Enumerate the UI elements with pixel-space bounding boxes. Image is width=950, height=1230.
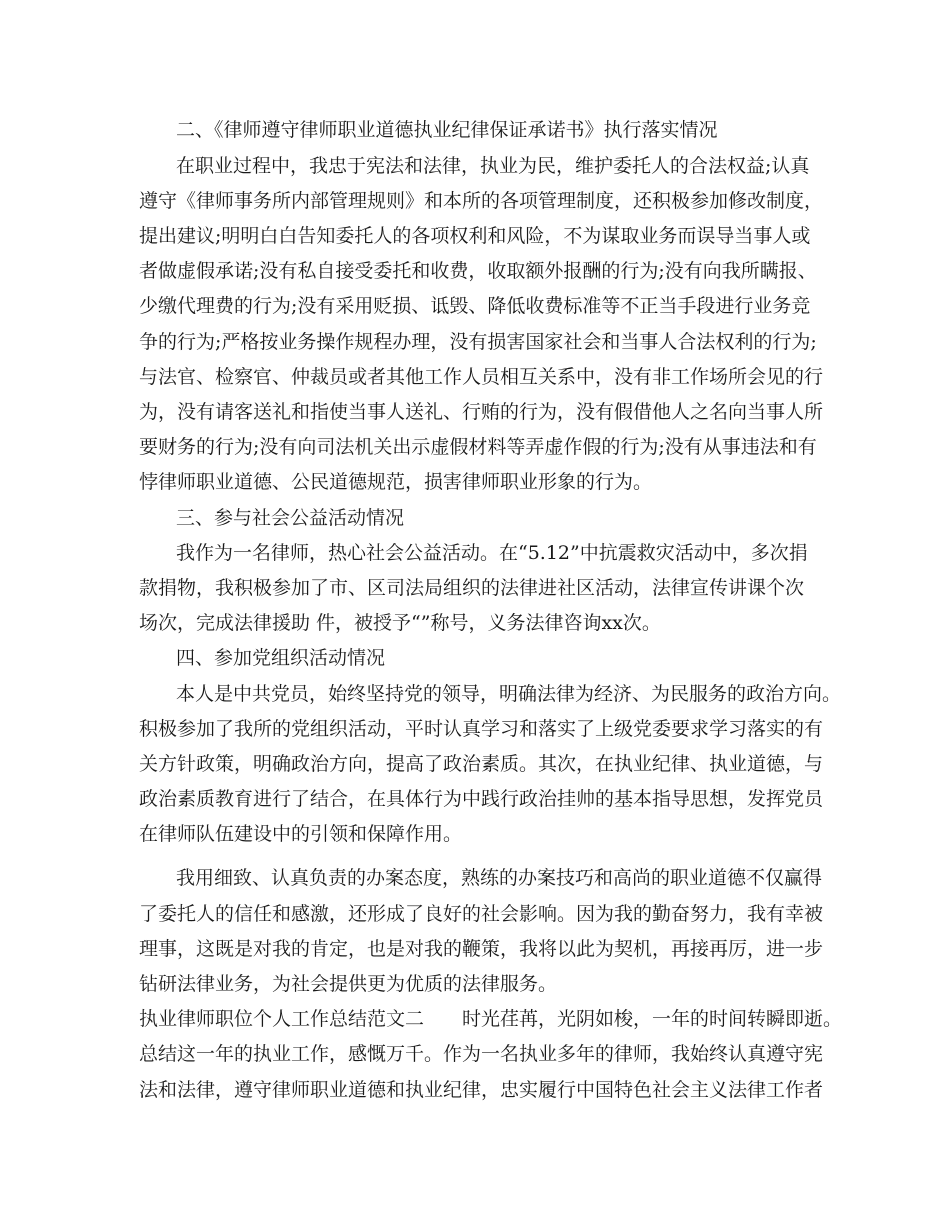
paragraph-line: 本人是中共党员，始终坚持党的领导，明确法律为经济、为民服务的政治方向。: [176, 683, 842, 705]
paragraph-line: 我作为一名律师，热心社会公益活动。在“5.12”中抗震救灾活动中，多次捐: [176, 542, 808, 564]
paragraph-line: 者做虚假承诺;没有私自接受委托和收费，收取额外报酬的行为;没有向我所瞒报、: [139, 260, 817, 282]
paragraph-line: 场次，完成法律援助 件，被授予“”称号，义务法律咨询xx次。: [139, 612, 661, 634]
paragraph-line: 少缴代理费的行为;没有采用贬损、诋毁、降低收费标准等不正当手段进行业务竞: [139, 295, 811, 317]
paragraph-line: 关方针政策，明确政治方向，提高了政治素质。其次，在执业纪律、执业道德，与: [139, 753, 824, 775]
paragraph-line: 在职业过程中，我忠于宪法和法律，执业为民，维护委托人的合法权益;认真: [176, 155, 810, 177]
paragraph-line: 钻研法律业务，为社会提供更为优质的法律服务。: [139, 973, 558, 995]
paragraph-line: 悖律师职业道德、公民道德规范，损害律师职业形象的行为。: [139, 471, 653, 493]
paragraph-line: 了委托人的信任和感激，还形成了良好的社会影响。因为我的勤奋努力，我有幸被: [139, 903, 824, 925]
section-heading-2: 二、《律师遵守律师职业道德执业纪律保证承诺书》执行落实情况: [176, 119, 718, 141]
paragraph-line: 总结这一年的执业工作，感慨万千。作为一名执业多年的律师，我始终认真遵守宪: [139, 1043, 824, 1065]
paragraph-line: 政治素质教育进行了结合，在具体行为中践行政治挂帅的基本指导思想，发挥党员: [139, 788, 824, 810]
paragraph-line: 争的行为;严格按业务操作规程办理，没有损害国家社会和当事人合法权利的行为;: [139, 331, 817, 353]
paragraph-line: 遵守《律师事务所内部管理规则》和本所的各项管理制度，还积极参加修改制度，: [139, 190, 824, 212]
paragraph-line: 提出建议;明明白白告知委托人的各项权利和风险，不为谋取业务而误导当事人或: [139, 225, 811, 247]
paragraph-line: 法和法律，遵守律师职业道德和执业纪律，忠实履行中国特色社会主义法律工作者: [139, 1079, 824, 1101]
paragraph-line: 在律师队伍建设中的引领和保障作用。: [139, 823, 463, 845]
paragraph-line: 积极参加了我所的党组织活动，平时认真学习和落实了上级党委要求学习落实的有: [139, 718, 824, 740]
article-title-line: 执业律师职位个人工作总结范文二 时光荏苒，光阴如梭，一年的时间转瞬即逝。: [139, 1008, 843, 1030]
paragraph-line: 款捐物，我积极参加了市、区司法局组织的法律进社区活动，法律宣传讲课个次: [139, 577, 805, 599]
section-heading-3: 三、参与社会公益活动情况: [176, 507, 405, 529]
paragraph-line: 要财务的行为;没有向司法机关出示虚假材料等弄虚作假的行为;没有从事违法和有: [139, 436, 817, 458]
paragraph-line: 理事，这既是对我的肯定，也是对我的鞭策，我将以此为契机，再接再厉，进一步: [139, 938, 824, 960]
paragraph-line: 与法官、检察官、仲裁员或者其他工作人员相互关系中，没有非工作场所会见的行: [139, 366, 824, 388]
paragraph-line: 为，没有请客送礼和指使当事人送礼、行贿的行为，没有假借他人之名向当事人所: [139, 401, 824, 423]
paragraph-line: 我用细致、认真负责的办案态度，熟练的办案技巧和高尚的职业道德不仅赢得: [176, 867, 823, 889]
section-heading-4: 四、参加党组织活动情况: [176, 647, 386, 669]
